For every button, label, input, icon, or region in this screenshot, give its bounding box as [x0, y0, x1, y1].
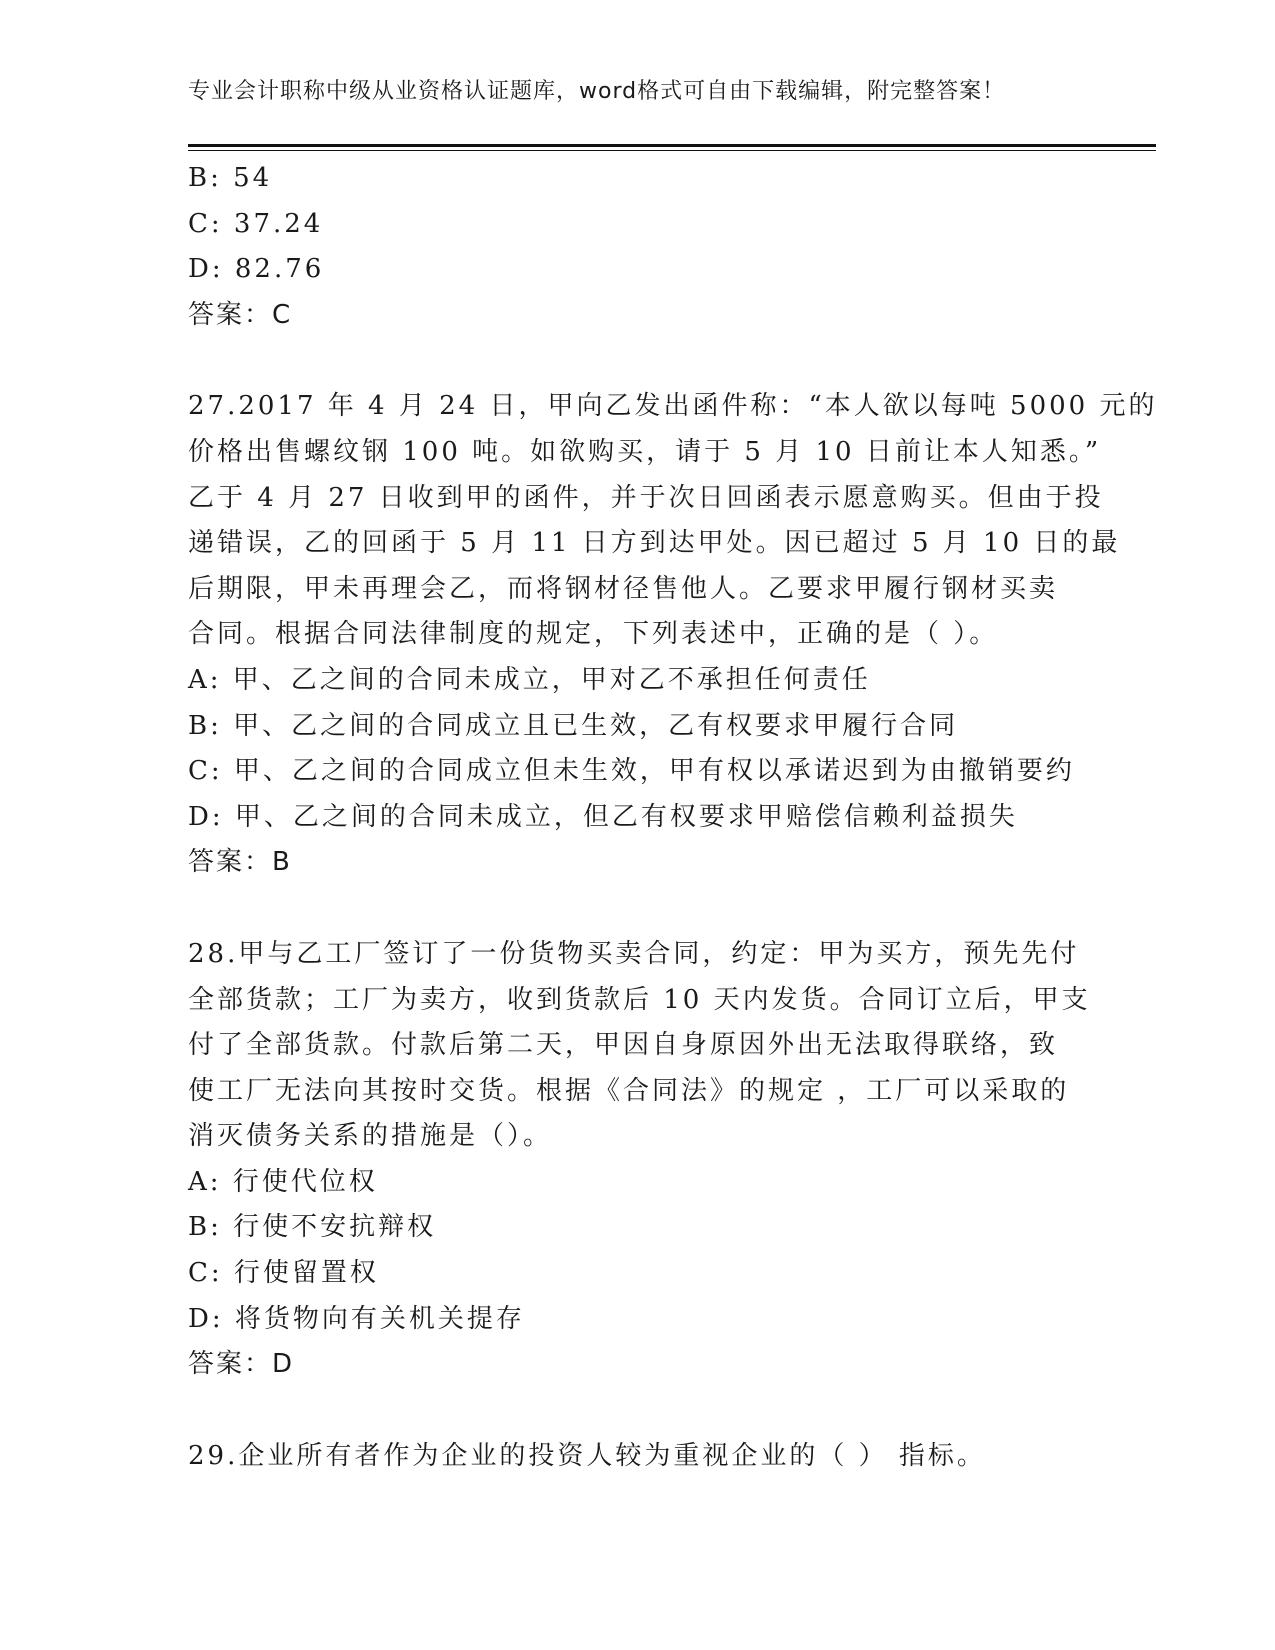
question-stem-line: 全部货款；工厂为卖方，收到货款后 10 天内发货。合同订立后，甲支	[188, 984, 1091, 1015]
question-stem-line: 乙于 4 月 27 日收到甲的函件，并于次日回函表示愿意购买。但由于投	[188, 482, 1104, 513]
question-29-stem	[188, 1434, 1088, 1480]
header-rule-thick	[188, 144, 1156, 147]
question-stem-line: 递错误，乙的回函于 5 月 11 日方到达甲处。因已超过 5 月 10 日的最	[188, 528, 1121, 559]
question-stem-line: 后期限，甲未再理会乙，而将钢材径售他人。乙要求甲履行钢材买卖	[188, 573, 1059, 604]
question-stem-line: 29.企业所有者作为企业的投资人较为重视企业的（ ） 指标。	[188, 1440, 986, 1471]
question-stem-line: 27.2017 年 4 月 24 日，甲向乙发出函件称：“本人欲以每吨 5000 元的	[188, 391, 1158, 422]
prev-question-options	[188, 156, 1088, 293]
spacer	[188, 1388, 1088, 1434]
question-28-answer: 答案：D	[188, 1349, 295, 1380]
question-28-stem	[188, 932, 1091, 1160]
option-c: C: 行使留置权	[188, 1258, 379, 1289]
option-a: A: 行使代位权	[188, 1166, 378, 1197]
question-stem-line: 使工厂无法向其按时交货。根据《合同法》的规定 ，工厂可以采取的	[188, 1075, 1070, 1106]
question-28-options	[188, 1160, 1088, 1342]
question-stem-line: 付了全部货款。付款后第二天，甲因自身原因外出无法取得联络，致	[188, 1030, 1059, 1061]
spacer	[188, 886, 1088, 932]
option-d: D: 将货物向有关机关提存	[188, 1303, 525, 1334]
option-b: B: 行使不安抗辩权	[188, 1212, 437, 1243]
question-stem-line: 28.甲与乙工厂签订了一份货物买卖合同，约定：甲为买方，预先先付	[188, 938, 1080, 969]
prev-question-answer: 答案：C	[188, 299, 293, 330]
spacer	[188, 338, 1088, 384]
question-stem-line: 价格出售螺纹钢 100 吨。如欲购买，请于 5 月 10 日前让本人知悉。”	[188, 436, 1102, 467]
question-27-options	[188, 658, 1088, 840]
question-27-answer: 答案：B	[188, 847, 292, 878]
option-a: A: 甲、乙之间的合同未成立，甲对乙不承担任何责任	[188, 664, 871, 695]
option-b: B: 甲、乙之间的合同成立且已生效，乙有权要求甲履行合同	[188, 710, 959, 741]
question-stem-line: 合同。根据合同法律制度的规定，下列表述中，正确的是（ ）。	[188, 619, 999, 650]
option-d: D: 甲、乙之间的合同未成立，但乙有权要求甲赔偿信赖利益损失	[188, 801, 1018, 832]
option-c: C: 甲、乙之间的合同成立但未生效，甲有权以承诺迟到为由撤销要约	[188, 756, 1075, 787]
option-c: C: 37.24	[188, 208, 324, 239]
question-stem-line: 消灭债务关系的措施是（）。	[188, 1121, 553, 1152]
question-27-stem	[188, 384, 1158, 658]
header-rule-thin	[188, 150, 1156, 151]
document-body	[188, 156, 1158, 1479]
option-d: D: 82.76	[188, 254, 325, 285]
option-b: B: 54	[188, 163, 273, 193]
page-header: 专业会计职称中级从业资格认证题库，word格式可自由下载编辑，附完整答案！	[188, 79, 1006, 104]
